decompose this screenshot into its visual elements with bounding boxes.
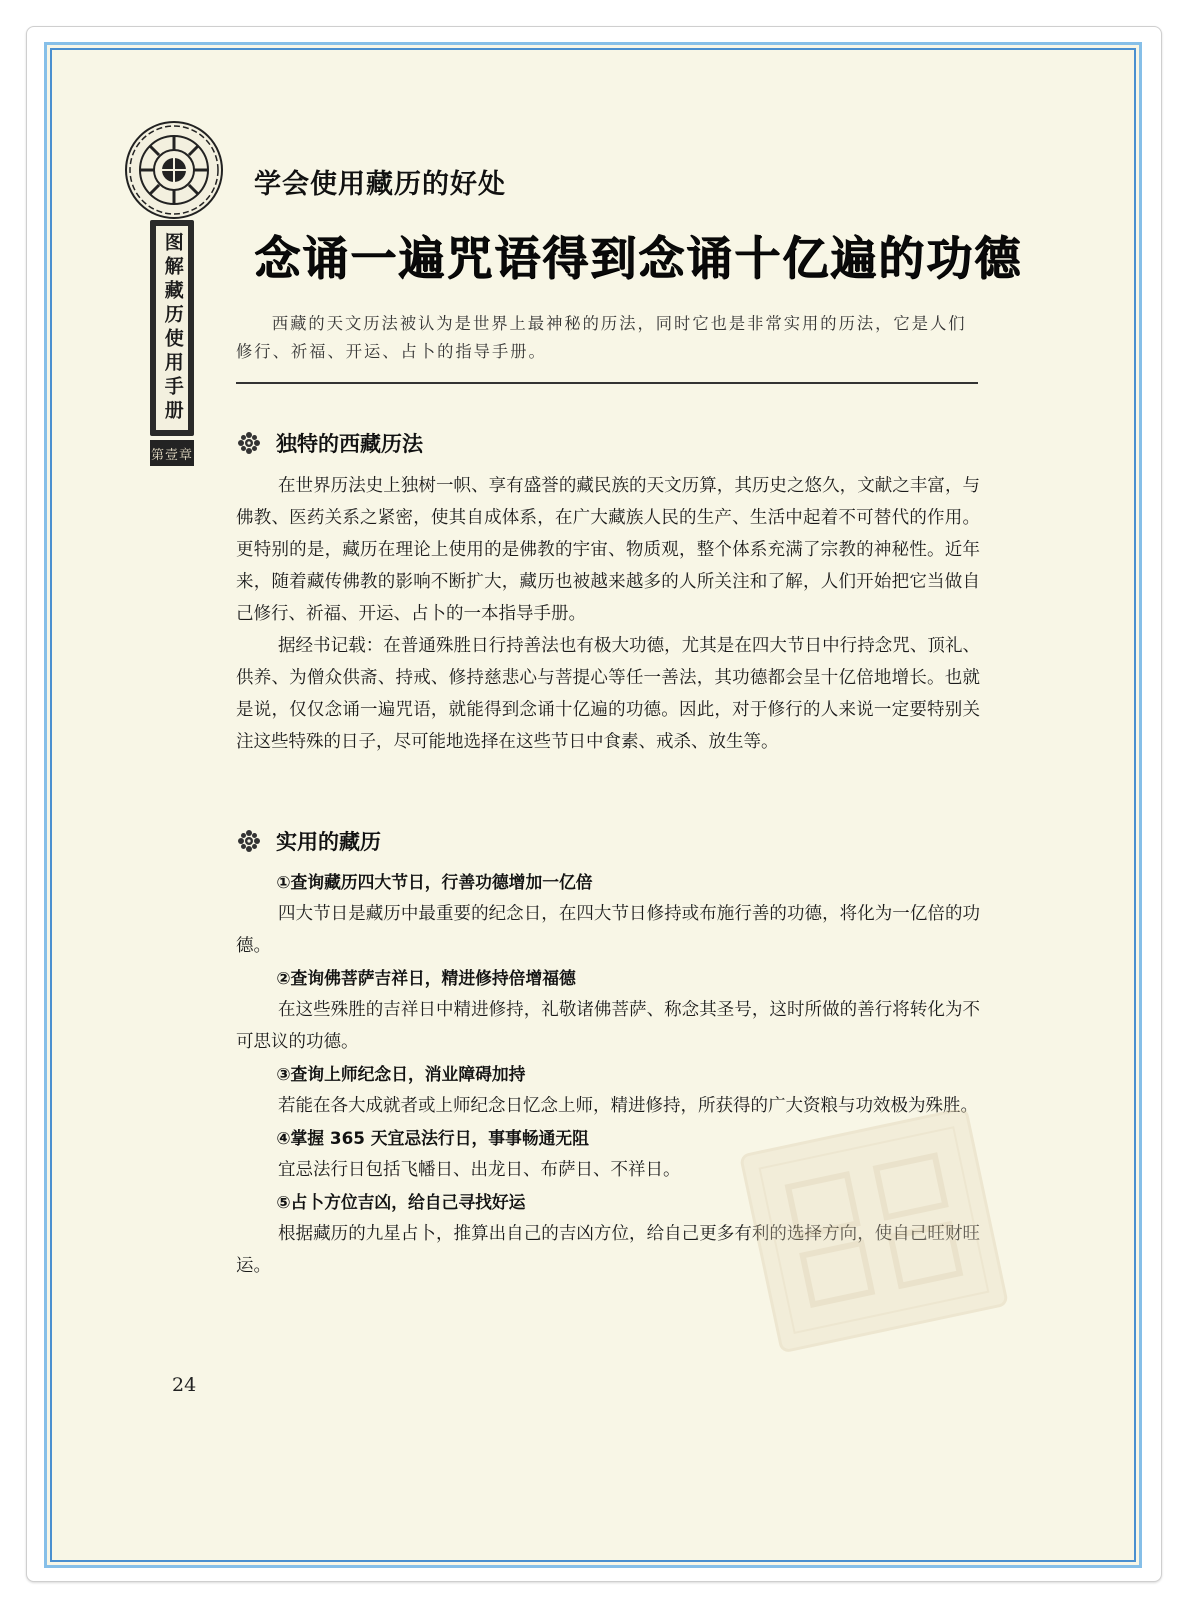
item-title: ②查询佛菩萨吉祥日，精进修持倍增福德 (276, 968, 576, 988)
item-text: 若能在各大成就者或上师纪念日忆念上师，精进修持，所获得的广大资粮与功效极为殊胜。 (278, 1096, 978, 1116)
item-text: 在这些殊胜的吉祥日中精进修持，礼敬诸佛菩萨、称念其圣号，这时所做的善行将转化为不可思议的功德。 (236, 1000, 980, 1052)
section-heading-practical-calendar (236, 826, 381, 856)
item-text: 四大节日是藏历中最重要的纪念日，在四大节日修持或布施行善的功德，将化为一亿倍的功德。 (236, 904, 980, 956)
item-title: ④掌握 365 天宜忌法行日，事事畅通无阻 (276, 1128, 589, 1148)
section-heading-text: 独特的西藏历法 (276, 432, 423, 456)
divider (236, 382, 978, 384)
decorative-seal-icon (124, 120, 224, 220)
item-text: 宜忌法行日包括飞幡日、出龙日、布萨日、不祥日。 (278, 1160, 681, 1180)
paragraph: 据经书记载：在普通殊胜日行持善法也有极大功德，尤其是在四大节日中行持念咒、顶礼、供养、为僧众供斋、持戒、修持慈悲心与菩提心等任一善法，其功德都会呈十亿倍地增长。也就是说，仅仅念诵一遍咒语，就能得到念诵十亿遍的功德。因此，对于修行的人来说一定要特别关注这些特殊的日子，尽可能地选择在这些节日中食素、戒杀、放生等。 (236, 636, 980, 752)
section-heading-text: 实用的藏历 (276, 830, 381, 854)
chapter-label: 第壹章 (150, 440, 194, 466)
page-number: 24 (172, 1374, 197, 1396)
flower-bullet-icon (236, 430, 262, 456)
flower-bullet-icon (236, 828, 262, 854)
intro-paragraph (236, 310, 978, 366)
item-title: ①查询藏历四大节日，行善功德增加一亿倍 (276, 872, 593, 892)
section-heading-unique-calendar (236, 428, 423, 458)
page-subtitle: 学会使用藏历的好处 (254, 169, 506, 200)
watermark-stamp-icon (740, 1110, 1010, 1360)
page-title: 念诵一遍咒语得到念诵十亿遍的功德 (254, 231, 1022, 285)
vertical-title-text: 图解藏历使用手册 (161, 232, 184, 424)
paragraph: 在世界历法史上独树一帜、享有盛誉的藏民族的天文历算，其历史之悠久，文献之丰富，与佛教、医药关系之紧密，使其自成体系，在广大藏族人民的生产、生活中起着不可替代的作用。更特别的是，藏历在理论上使用的是佛教的宇宙、物质观，整个体系充满了宗教的神秘性。近年来，随着藏传佛教的影响不断扩大，藏历也被越来越多的人所关注和了解，人们开始把它当做自己修行、祈福、开运、占卜的一本指导手册。 (236, 476, 980, 624)
item-title: ③查询上师纪念日，消业障碍加持 (276, 1064, 526, 1084)
item-title: ⑤占卜方位吉凶，给自己寻找好运 (276, 1192, 526, 1212)
intro-text: 西藏的天文历法被认为是世界上最神秘的历法，同时它也是非常实用的历法，它是人们修行、祈福、开运、占卜的指导手册。 (236, 314, 967, 361)
vertical-book-title (150, 220, 194, 436)
item-text: 根据藏历的九星占卜，推算出自己的吉凶方位，给自己更多有利的选择方向，使自己旺财旺运。 (236, 1224, 980, 1276)
section1-body (236, 470, 980, 758)
